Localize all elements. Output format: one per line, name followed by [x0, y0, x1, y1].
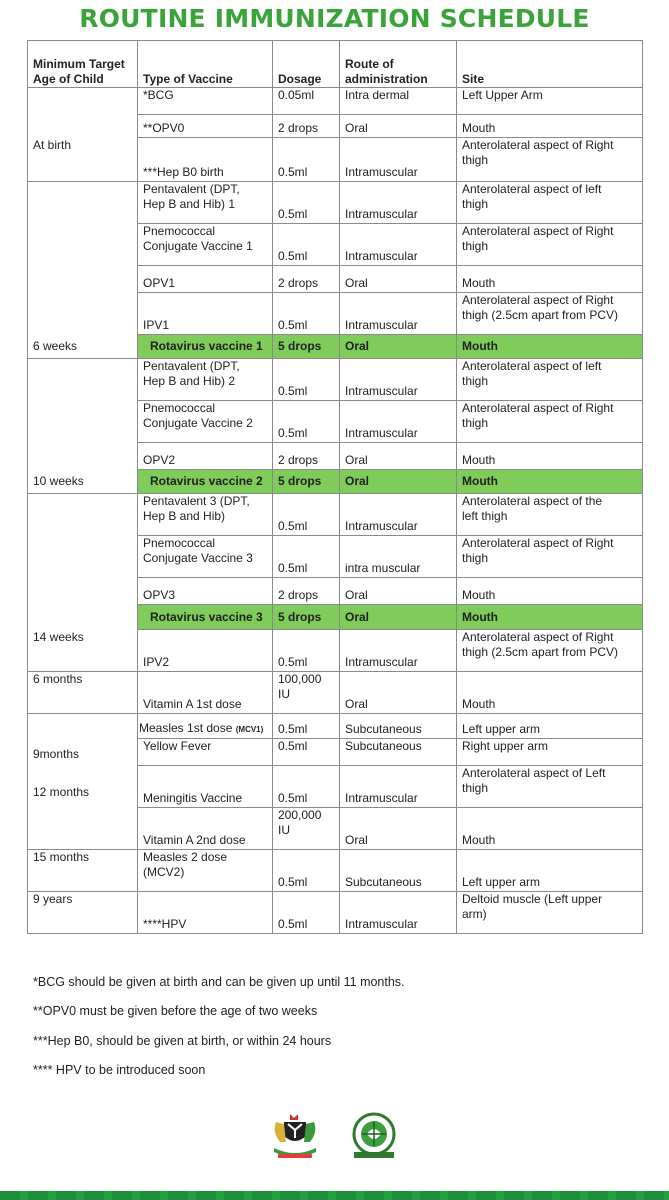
- route-cell: Intramuscular: [340, 630, 457, 672]
- route-cell: Oral: [340, 672, 457, 714]
- table-row: [28, 224, 643, 266]
- vaccine-cell: Rotavirus vaccine 2: [138, 470, 273, 494]
- vaccine-cell: Measles 2 dose (MCV2): [138, 850, 273, 892]
- route-cell: Subcutaneous: [340, 850, 457, 892]
- dosage-cell: 0.5ml: [273, 739, 340, 766]
- vaccine-cell: Vitamin A 1st dose: [138, 672, 273, 714]
- vaccine-cell: Pentavalent 3 (DPT, Hep B and Hib): [138, 494, 273, 536]
- age-cell: [28, 578, 138, 605]
- dosage-cell: 0.5ml: [273, 630, 340, 672]
- table-row: [28, 88, 643, 115]
- dosage-cell: 0.5ml: [273, 892, 340, 934]
- table-row: [28, 443, 643, 470]
- table-row: [28, 739, 643, 766]
- site-cell: Anterolateral aspect of Left thigh: [457, 766, 643, 808]
- vaccine-cell: Pentavalent (DPT, Hep B and Hib) 2: [138, 359, 273, 401]
- footnote: ***Hep B0, should be given at birth, or within 24 hours: [33, 1033, 332, 1048]
- vaccine-cell: OPV1: [138, 266, 273, 293]
- vaccine-cell: ****HPV: [138, 892, 273, 934]
- age-cell: [28, 115, 138, 138]
- footnote: **** HPV to be introduced soon: [33, 1062, 206, 1077]
- table-row: [28, 293, 643, 335]
- table-row: [28, 714, 643, 739]
- vaccine-cell: Pnemococcal Conjugate Vaccine 2: [138, 401, 273, 443]
- table-row: [28, 494, 643, 536]
- route-cell: Oral: [340, 578, 457, 605]
- dosage-cell: 2 drops: [273, 578, 340, 605]
- age-cell: [28, 714, 138, 739]
- table-row: [28, 630, 643, 672]
- route-cell: Subcutaneous: [340, 739, 457, 766]
- dosage-cell: 100,000 IU: [273, 672, 340, 714]
- route-cell: Oral: [340, 605, 457, 630]
- vaccine-cell: **OPV0: [138, 115, 273, 138]
- footnote: *BCG should be given at birth and can be given up until 11 months.: [33, 975, 405, 989]
- route-cell: Intramuscular: [340, 359, 457, 401]
- table-row: [28, 536, 643, 578]
- site-cell: Deltoid muscle (Left upper arm): [457, 892, 643, 934]
- table-row: [28, 266, 643, 293]
- dosage-cell: 0.5ml: [273, 401, 340, 443]
- site-cell: Mouth: [457, 578, 643, 605]
- route-cell: Intramuscular: [340, 182, 457, 224]
- site-cell: Anterolateral aspect of Right thigh (2.5cm apart from PCV): [457, 630, 643, 672]
- table-row: [28, 850, 643, 892]
- table-row-highlight: [28, 470, 643, 494]
- route-cell: Oral: [340, 266, 457, 293]
- dosage-cell: 0.5ml: [273, 224, 340, 266]
- route-cell: Oral: [340, 443, 457, 470]
- route-cell: Intramuscular: [340, 401, 457, 443]
- site-cell: Left upper arm: [457, 850, 643, 892]
- vaccine-cell: Measles 1st dose (MCV1): [138, 714, 273, 739]
- age-cell: [28, 443, 138, 470]
- vaccine-cell: Pentavalent (DPT, Hep B and Hib) 1: [138, 182, 273, 224]
- age-cell: [28, 182, 138, 224]
- table-row: [28, 578, 643, 605]
- site-cell: Mouth: [457, 470, 643, 494]
- route-cell: Oral: [340, 470, 457, 494]
- table-row: [28, 359, 643, 401]
- age-6-months: 6 months: [28, 672, 138, 714]
- site-cell: Mouth: [457, 672, 643, 714]
- dosage-cell: 200,000 IU: [273, 808, 340, 850]
- site-cell: Right upper arm: [457, 739, 643, 766]
- route-cell: Intramuscular: [340, 138, 457, 182]
- vaccine-cell: OPV2: [138, 443, 273, 470]
- route-cell: Intramuscular: [340, 892, 457, 934]
- table-row: [28, 672, 643, 714]
- vaccine-cell: IPV2: [138, 630, 273, 672]
- age-cell: [28, 536, 138, 578]
- vaccine-cell: IPV1: [138, 293, 273, 335]
- dosage-cell: 5 drops: [273, 470, 340, 494]
- route-cell: Oral: [340, 335, 457, 359]
- age-6-weeks: 6 weeks: [28, 335, 138, 359]
- vaccine-cell: OPV3: [138, 578, 273, 605]
- header-route: Route of administration: [340, 41, 457, 88]
- site-cell: Anterolateral aspect of Right thigh (2.5cm apart from PCV): [457, 293, 643, 335]
- site-cell: Mouth: [457, 115, 643, 138]
- vaccine-cell: Rotavirus vaccine 1: [138, 335, 273, 359]
- route-cell: Intramuscular: [340, 766, 457, 808]
- table-row: [28, 808, 643, 850]
- table-row: [28, 892, 643, 934]
- age-10-weeks: 10 weeks: [28, 470, 138, 494]
- route-cell: Intramuscular: [340, 293, 457, 335]
- site-cell: Anterolateral aspect of Right thigh: [457, 536, 643, 578]
- age-9-months: 9months: [33, 746, 80, 761]
- age-cell: [28, 88, 138, 115]
- age-cell: [28, 784, 138, 850]
- age-9-years: 9 years: [28, 892, 138, 934]
- age-cell: [28, 739, 138, 766]
- vaccine-cell: Meningitis Vaccine: [138, 766, 273, 808]
- route-cell: Oral: [340, 808, 457, 850]
- vaccine-cell: Vitamin A 2nd dose: [138, 808, 273, 850]
- site-cell: Left upper arm: [457, 714, 643, 739]
- site-cell: Mouth: [457, 605, 643, 630]
- age-at-birth: At birth: [28, 138, 138, 182]
- route-cell: Intramuscular: [340, 224, 457, 266]
- site-cell: Mouth: [457, 808, 643, 850]
- age-cell: [28, 224, 138, 266]
- dosage-cell: 5 drops: [273, 605, 340, 630]
- vaccine-cell: Pnemococcal Conjugate Vaccine 3: [138, 536, 273, 578]
- table-row: [28, 138, 643, 182]
- table-row: [28, 115, 643, 138]
- age-cell: [28, 266, 138, 293]
- dosage-cell: 0.5ml: [273, 714, 340, 739]
- site-cell: Mouth: [457, 335, 643, 359]
- table-row: [28, 182, 643, 224]
- vaccine-cell: Pnemococcal Conjugate Vaccine 1: [138, 224, 273, 266]
- site-cell: Anterolateral aspect of the left thigh: [457, 494, 643, 536]
- header-dosage: Dosage: [273, 41, 340, 88]
- site-cell: Anterolateral aspect of left thigh: [457, 359, 643, 401]
- age-cell: [28, 605, 138, 630]
- route-cell: intra muscular: [340, 536, 457, 578]
- dosage-cell: 0.05ml: [273, 88, 340, 115]
- dosage-cell: 2 drops: [273, 443, 340, 470]
- vaccine-cell: *BCG: [138, 88, 273, 115]
- dosage-cell: 0.5ml: [273, 494, 340, 536]
- age-cell: [28, 293, 138, 335]
- table-header-row: [28, 41, 643, 88]
- age-14-weeks: 14 weeks: [28, 630, 138, 672]
- coat-of-arms-icon: [274, 1114, 316, 1158]
- page-title: ROUTINE IMMUNIZATION SCHEDULE: [79, 4, 590, 33]
- dosage-cell: 0.5ml: [273, 138, 340, 182]
- dosage-cell: 0.5ml: [273, 850, 340, 892]
- table-row: [28, 401, 643, 443]
- immunization-table: [27, 40, 643, 934]
- footnote: **OPV0 must be given before the age of two weeks: [33, 1004, 318, 1019]
- header-vaccine: Type of Vaccine: [138, 41, 273, 88]
- age-12-months: 12 months: [33, 784, 90, 799]
- dosage-cell: 0.5ml: [273, 293, 340, 335]
- dosage-cell: 0.5ml: [273, 359, 340, 401]
- dosage-cell: 0.5ml: [273, 536, 340, 578]
- table-row-highlight: [28, 335, 643, 359]
- route-cell: Subcutaneous: [340, 714, 457, 739]
- age-cell: [28, 401, 138, 443]
- site-cell: Anterolateral aspect of Right thigh: [457, 401, 643, 443]
- dosage-cell: 2 drops: [273, 266, 340, 293]
- site-cell: Mouth: [457, 443, 643, 470]
- age-15-months: 15 months: [28, 850, 138, 892]
- route-cell: Intramuscular: [340, 494, 457, 536]
- site-cell: Anterolateral aspect of left thigh: [457, 182, 643, 224]
- dosage-cell: 5 drops: [273, 335, 340, 359]
- vaccine-cell: ***Hep B0 birth: [138, 138, 273, 182]
- footnotes: [33, 968, 405, 1085]
- age-cell: [28, 494, 138, 536]
- site-cell: Anterolateral aspect of Right thigh: [457, 224, 643, 266]
- site-cell: Anterolateral aspect of Right thigh: [457, 138, 643, 182]
- footer-bar: [0, 1191, 669, 1200]
- emblems: [268, 1110, 400, 1162]
- site-cell: Left Upper Arm: [457, 88, 643, 115]
- route-cell: Oral: [340, 115, 457, 138]
- dosage-cell: 2 drops: [273, 115, 340, 138]
- dosage-cell: 0.5ml: [273, 766, 340, 808]
- vaccine-cell: Rotavirus vaccine 3: [138, 605, 273, 630]
- route-cell: Intra dermal: [340, 88, 457, 115]
- header-site: Site: [457, 41, 643, 88]
- vaccine-cell: Yellow Fever: [138, 739, 273, 766]
- table-row-highlight: [28, 605, 643, 630]
- site-cell: Mouth: [457, 266, 643, 293]
- health-ministry-seal-icon: [354, 1114, 394, 1158]
- header-age: Minimum Target Age of Child: [28, 41, 138, 88]
- age-cell: [28, 359, 138, 401]
- dosage-cell: 0.5ml: [273, 182, 340, 224]
